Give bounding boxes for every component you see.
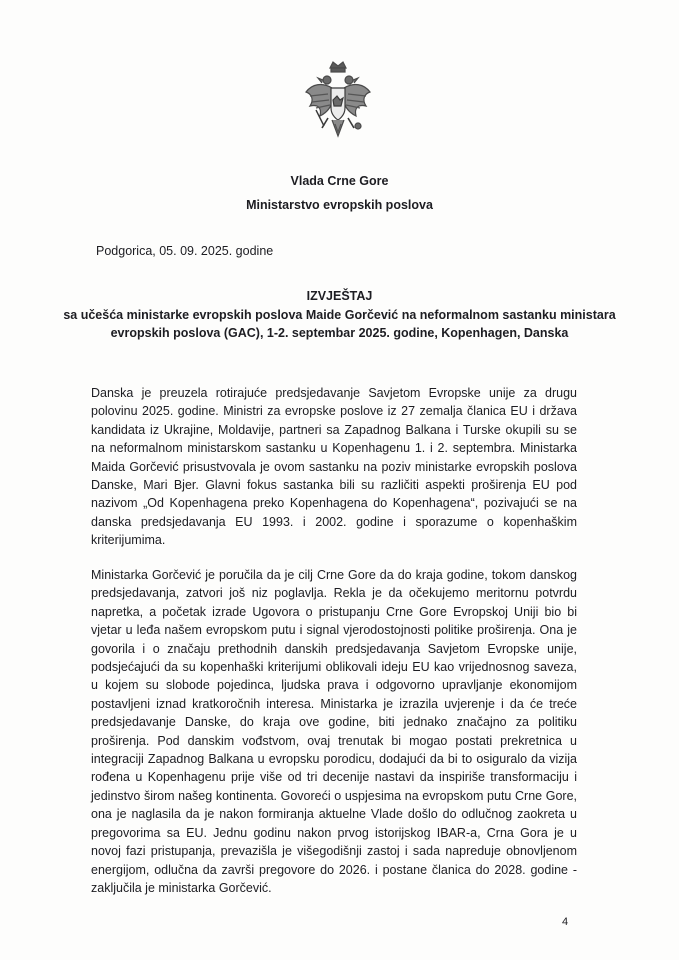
dateline: Podgorica, 05. 09. 2025. godine	[96, 244, 274, 258]
body-paragraph-1: Danska je preuzela rotirajuće predsjedavanje Savjetom Evropske unije za drugu polovinu 2025. godine. Ministri za evropske poslove iz 27 zemalja članica EU i država kandidata iz Ukrajine, Moldavije, partneri sa Zapadnog Balkana i Turske okupili su se na neformalnom ministarskom sastanku u Kopenhagenu 1. i 2. septembra. Ministarka Maida Gorčević prisustvovala je ovom sastanku na poziv ministarke evropskih poslova Danske, Mari Bjer. Glavni fokus sastanka bili su različiti aspekti proširenja EU pod nazivom „Od Kopenhagena preko Kopenhagena do Kopenhagena“, pozivajući se na danska predsjedavanja EU 1993. i 2002. godine i sporazume o kopenhaškim kriterijumima.	[91, 386, 577, 548]
coat-of-arms-emblem	[302, 58, 374, 150]
body-paragraph-2: Ministarka Gorčević je poručila da je cilj Crne Gore da do kraja godine, tokom danskog predsjedavanja, zatvori još niz poglavlja. Rekla je da očekujemo meritornu potvrdu napretka, a početak izrade Ugovora o pristupanju Crne Gore Evropskoj Uniji bio bi vjetar u leđa našem evropskom putu i signal vjerodostojnosti politike proširenja. Ona je govorila i o značaju prethodnih danskih predsjedavanja Savjetom Evropske unije, podsjećajući da su kopenhaški kriterijumi oblikovali ideju EU kao vrijednosnog saveza, u kojem su slobode pojedinca, ljudska prava i odgovorno upravljanje ekonomijom postavljeni iznad kratkoročnih interesa. Ministarka je izrazila uvjerenje i da će treće predsjedavanje Danske, do kraja ove godine, biti jednako značajno za politiku proširenja. Pod danskim vođstvom, ovaj trenutak bi mogao postati prekretnica u integraciji Zapadnog Balkana u evropsku porodicu, dodajući da bi to osiguralo da vizija rođena u Kopenhagenu prije više od tri decenije nastavi da inspiriše transformaciju i jedinstvo širom našeg kontinenta. Govoreći o uspjesima na evropskom putu Crne Gore, ona je naglasila da je nakon formiranja aktuelne Vlade došlo do odlučnog zaokreta u pregovorima sa EU. Jednu godinu nakon prvog istorijskog IBAR-a, Crna Gora je u novoj fazi pristupanja, prevazišla je višegodišnji zastoj i sada napreduje obnovljenom energijom, odlučna da završi pregovore do 2026. i postane članica do 2028. godine - zaključila je ministarka Gorčević.	[91, 568, 577, 895]
page-number: 4	[562, 916, 569, 928]
double-headed-eagle-icon	[302, 58, 374, 150]
government-heading: Vlada Crne Gore	[290, 174, 389, 188]
report-subtitle: sa učešća ministarke evropskih poslova Maide Gorčević na neformalnom sastanku ministara evropskih poslova (GAC), 1-2. septembar 2025. godine, Kopenhagen, Danska	[63, 308, 616, 340]
ministry-heading: Ministarstvo evropskih poslova	[246, 198, 433, 212]
report-title: IZVJEŠTAJ	[306, 289, 373, 303]
